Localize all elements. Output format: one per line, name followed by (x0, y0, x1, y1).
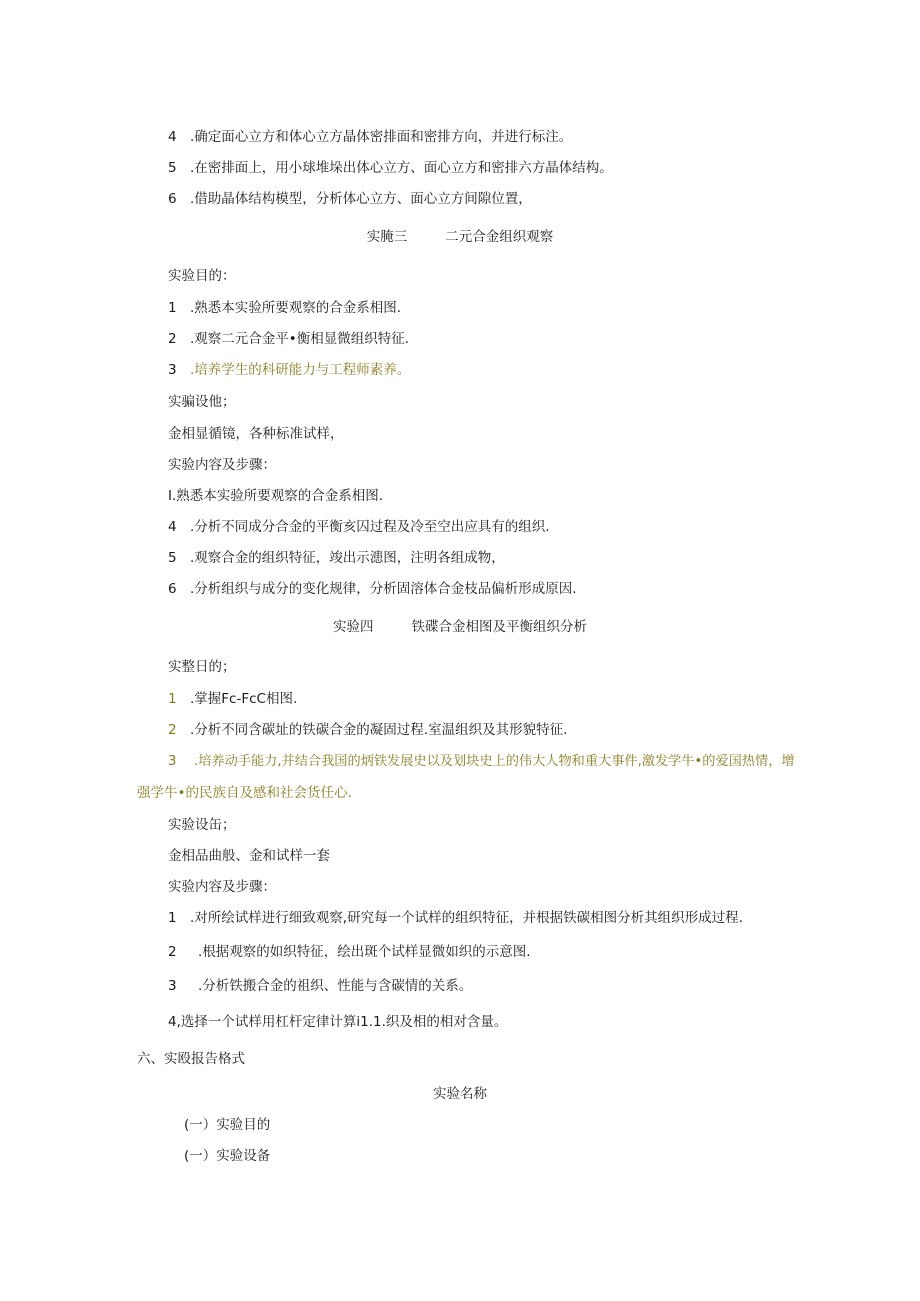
item-text: .掌握Fc-FcC相图. (190, 691, 298, 707)
exp4-title-num: 实验四 (333, 619, 374, 635)
exp4-step-1 (168, 908, 743, 928)
exp3-step-6 (168, 579, 577, 599)
report-title: 实验名称 (433, 1086, 487, 1102)
exp4-purpose-1 (168, 689, 297, 709)
exp4-purpose-3-cont: 强学牛•的民族自及感和社会货任心. (137, 785, 352, 801)
item-number: 4 (168, 129, 177, 145)
item-text: .分析不同含碳址的铁碳合金的凝固过程.室温组织及其形貌特征. (190, 722, 568, 738)
report-item-purpose: (一）实验目的 (184, 1117, 271, 1133)
item-number: 3 (168, 362, 177, 378)
exp4-purpose-2 (168, 720, 567, 740)
exp4-equip-text: 金相品曲般、金和试样一套 (168, 848, 330, 864)
item-number: 5 (168, 160, 177, 176)
exp3-purpose-2 (168, 329, 409, 349)
item-number: 5 (168, 550, 177, 566)
exp3-title (0, 227, 920, 247)
item-number: 1 (168, 300, 177, 316)
item-text: .借助晶体结构模型，分析体心立方、面心立方间隙位置， (190, 191, 532, 207)
exp4-equip-label: 实验设缶； (168, 817, 236, 833)
exp4-step-4: 4,选择一个试样用杠杆定律计算i1.1.织及相的相对含量。 (168, 1014, 508, 1030)
item-number: 2 (168, 331, 177, 347)
item-number: 2 (168, 722, 177, 738)
exp4-content-label: 实验内容及步骤： (168, 879, 276, 895)
item-number: 2 (168, 944, 177, 960)
exp3-step-4 (168, 517, 550, 537)
item-number: 6 (168, 191, 177, 207)
intro-item-5 (168, 158, 613, 178)
exp4-purpose-3 (168, 752, 795, 772)
exp4-step-3 (168, 976, 472, 996)
item-text: .根据观察的如织特征，绘出斑个试样显微如织的示意图. (198, 944, 531, 960)
item-text: .分析组织与成分的变化规律，分析固溶体合金枝品偏析形成原因. (190, 581, 577, 597)
item-number: 3 (168, 754, 177, 769)
item-text: .熟悉本实验所要观察的合金系相图. (190, 300, 402, 316)
exp3-step-1: I.熟悉本实验所要观察的合金系相图. (168, 488, 384, 504)
item-text: .培养动手能力,并结合我国的炳铁发展史以及划块史上的伟大人物和重大事件,激发学牛•的爱国热情，增 (194, 754, 795, 769)
item-text: .分析铁搬合金的祖织、性能与含碳情的关系。 (198, 978, 473, 994)
exp3-purpose-1 (168, 298, 401, 318)
exp3-purpose-3 (168, 360, 410, 380)
item-number: 1 (168, 691, 177, 707)
item-text: .观察合金的组织特征，竣出示漶图，注明各组成物， (190, 550, 505, 566)
item-text: .培养学生的科研能力与工程师素养。 (190, 362, 411, 378)
exp4-title (0, 617, 920, 637)
item-text: .确定面心立方和体心立方晶体密排面和密排方向，并进行标注。 (190, 129, 573, 145)
item-number: 3 (168, 978, 177, 994)
item-text: .观察二元合金平•衡相显微组织特征. (190, 331, 410, 347)
exp4-purpose-label: 实整日的； (168, 659, 236, 675)
exp3-title-name: 二元合金组织观察 (445, 229, 554, 245)
exp4-step-2 (168, 942, 531, 962)
exp4-title-name: 铁碟合金相图及平衡组织分析 (411, 619, 587, 635)
item-number: 6 (168, 581, 177, 597)
item-text: .对所绘试样进行细致观察,研究每一个试样的组织特征，并根据铁碳相图分析其组织形成过程. (190, 910, 743, 926)
exp3-title-num: 实腌三 (366, 229, 408, 245)
exp3-step-5 (168, 548, 505, 568)
item-number: 4 (168, 519, 177, 535)
exp3-equip-text: 金相显循镜，各种标准试样， (168, 426, 344, 442)
item-number: 1 (168, 910, 177, 926)
exp3-content-label: 实验内容及步骤： (168, 457, 276, 473)
item-text: .分析不同成分合金的平衡亥囚过程及冷至空出应具有的组织. (190, 519, 550, 535)
intro-item-4 (168, 127, 572, 147)
item-text: .在密排面上，用小球堆垛出体心立方、面心立方和密排六方晶体结构。 (190, 160, 613, 176)
exp3-equip-label: 实骗设他； (168, 394, 236, 410)
section6-heading: 六、实殴报告格式 (137, 1051, 245, 1067)
report-item-equipment: (一）实验设备 (184, 1148, 271, 1164)
exp3-purpose-label: 实验目的： (168, 268, 236, 284)
intro-item-6 (168, 189, 532, 209)
